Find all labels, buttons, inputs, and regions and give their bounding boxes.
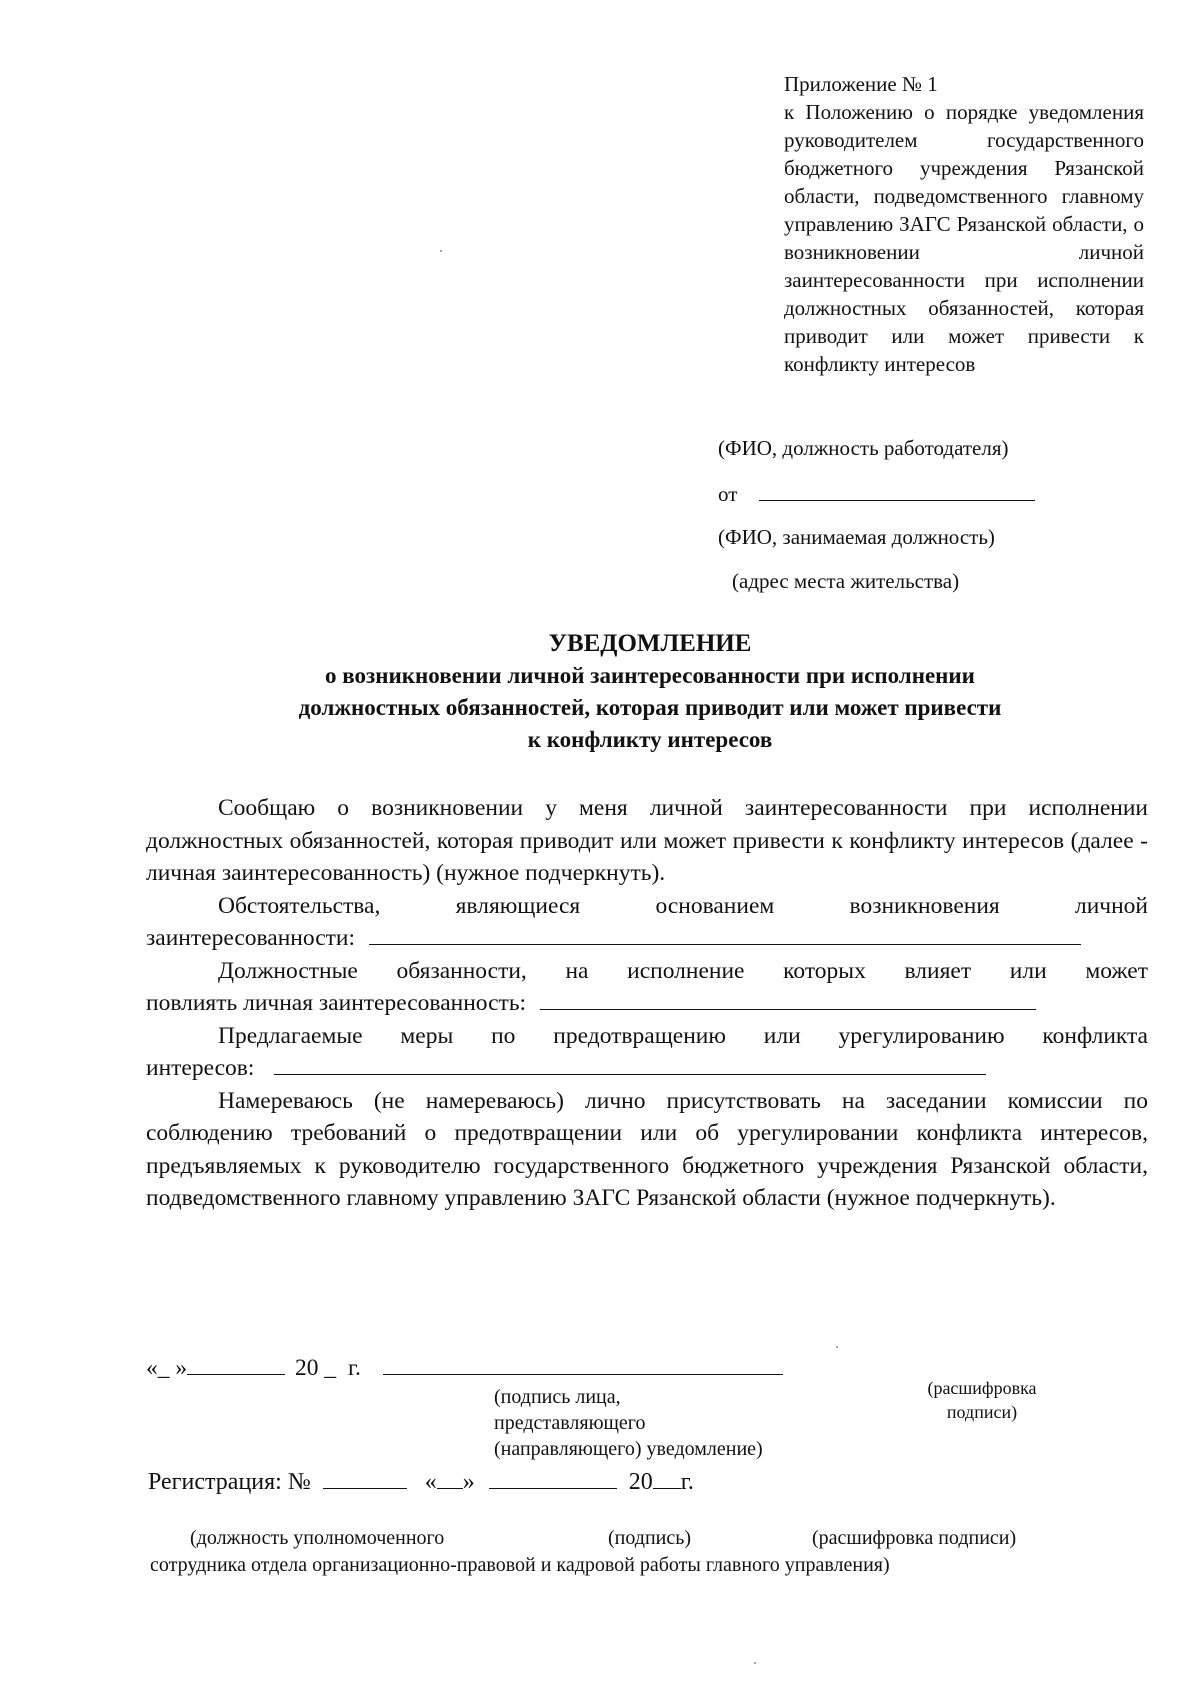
scan-speck bbox=[754, 1662, 756, 1664]
paragraph-4-label: интересов: bbox=[146, 1055, 255, 1081]
paragraph-3-blank-line bbox=[540, 987, 1036, 1010]
registration-label: Регистрация: № bbox=[148, 1469, 311, 1495]
signature-date-row bbox=[146, 1354, 783, 1382]
paragraph-4: Предлагаемые меры по предотвращению или урегулированию конфликта bbox=[218, 1022, 1148, 1049]
signature-year-blank: _ bbox=[324, 1355, 337, 1381]
paragraph-3-fill-row bbox=[146, 987, 1148, 1020]
notice-title bbox=[150, 628, 1150, 756]
address-caption: (адрес места жительства) bbox=[732, 569, 960, 593]
signer-caption-line-2: представляющего bbox=[494, 1412, 646, 1434]
scan-speck bbox=[440, 250, 442, 252]
notice-heading: УВЕДОМЛЕНИЕ bbox=[548, 630, 752, 657]
registration-day-blank bbox=[437, 1468, 463, 1489]
paragraph-2: Обстоятельства, являющиеся основанием возникновения личной bbox=[218, 892, 1148, 919]
registration-month-blank bbox=[489, 1468, 617, 1489]
scan-speck bbox=[836, 1346, 838, 1348]
registration-year-prefix: 20 bbox=[628, 1469, 653, 1495]
registration-date-open: « bbox=[424, 1469, 437, 1495]
annex-text: к Положению о порядке уведомления руководителем государственного бюджетного учреждения Рязанской области, подведомственного главному управлению ЗАГС Рязанской области, о возникновении личной заинтересованности при исполнении должностных обязанностей, которая приводит или может привести к конфликту интересов bbox=[784, 100, 1144, 376]
registration-number-blank bbox=[323, 1468, 407, 1489]
paragraph-4-blank-line bbox=[274, 1052, 986, 1075]
signer-caption-line-1: (подпись лица, bbox=[494, 1386, 621, 1408]
paragraph-4-fill-row bbox=[146, 1052, 1148, 1085]
registration-year-suffix: г. bbox=[680, 1469, 694, 1495]
paragraph-3-label: повлиять личная заинтересованность: bbox=[146, 990, 527, 1016]
registration-year-blank bbox=[653, 1468, 681, 1489]
registration-caption-signature: (подпись) bbox=[608, 1527, 692, 1549]
employer-caption: (ФИО, должность работодателя) bbox=[718, 436, 1009, 460]
decoding-caption-line-2: подписи) bbox=[946, 1402, 1018, 1422]
signature-date-open: «_ » bbox=[146, 1355, 188, 1381]
signer-caption-line-3: (направляющего) уведомление) bbox=[494, 1438, 763, 1460]
paragraph-1: Сообщаю о возникновении у меня личной заинтересованности при исполнении должностных обязанностей, которая приводит или может привести к конфликту интересов (далее - личная заинтересованность) (нужное подчеркнуть). bbox=[146, 795, 1148, 886]
signer-caption bbox=[494, 1384, 763, 1462]
paragraph-2-fill-row bbox=[146, 922, 1148, 955]
annex-title: Приложение № 1 bbox=[784, 72, 938, 96]
annex-block bbox=[784, 70, 1144, 378]
registration-caption-decoding: (расшифровка подписи) bbox=[812, 1527, 1017, 1549]
notice-subheading: о возникновении личной заинтересованности при исполнении должностных обязанностей, которая приводит или может привести к конфликту интересов bbox=[298, 663, 1002, 752]
registration-caption-department: сотрудника отдела организационно-правовой и кадровой работы главного управления) bbox=[150, 1554, 890, 1576]
from-row bbox=[718, 480, 1035, 508]
signature-year-suffix: г. bbox=[348, 1355, 361, 1381]
signature-year-prefix: 20 bbox=[295, 1355, 319, 1381]
notice-body bbox=[146, 792, 1148, 1215]
from-label: от bbox=[718, 482, 738, 506]
paragraph-3: Должностные обязанности, на исполнение которых влияет или может bbox=[218, 957, 1148, 984]
employee-caption: (ФИО, занимаемая должность) bbox=[718, 525, 995, 549]
registration-date-close: » bbox=[462, 1469, 475, 1495]
signature-blank-line bbox=[383, 1354, 783, 1375]
decoding-caption-line-1: (расшифровка bbox=[927, 1378, 1037, 1398]
paragraph-2-label: заинтересованности: bbox=[146, 925, 356, 951]
signature-month-blank bbox=[187, 1354, 285, 1375]
from-blank-line bbox=[759, 480, 1035, 501]
paragraph-5: Намереваюсь (не намереваюсь) лично присутствовать на заседании комиссии по соблюдению требований о предотвращении или об урегулировании конфликта интересов, предъявляемых к руководителю государственного бюджетного учреждения Рязанской области, подведомственного главному управлению ЗАГС Рязанской области (нужное подчеркнуть). bbox=[146, 1087, 1148, 1211]
decoding-caption bbox=[920, 1376, 1044, 1424]
registration-caption-position: (должность уполномоченного bbox=[190, 1527, 445, 1549]
registration-row bbox=[148, 1468, 694, 1496]
paragraph-2-blank-line bbox=[369, 922, 1081, 945]
